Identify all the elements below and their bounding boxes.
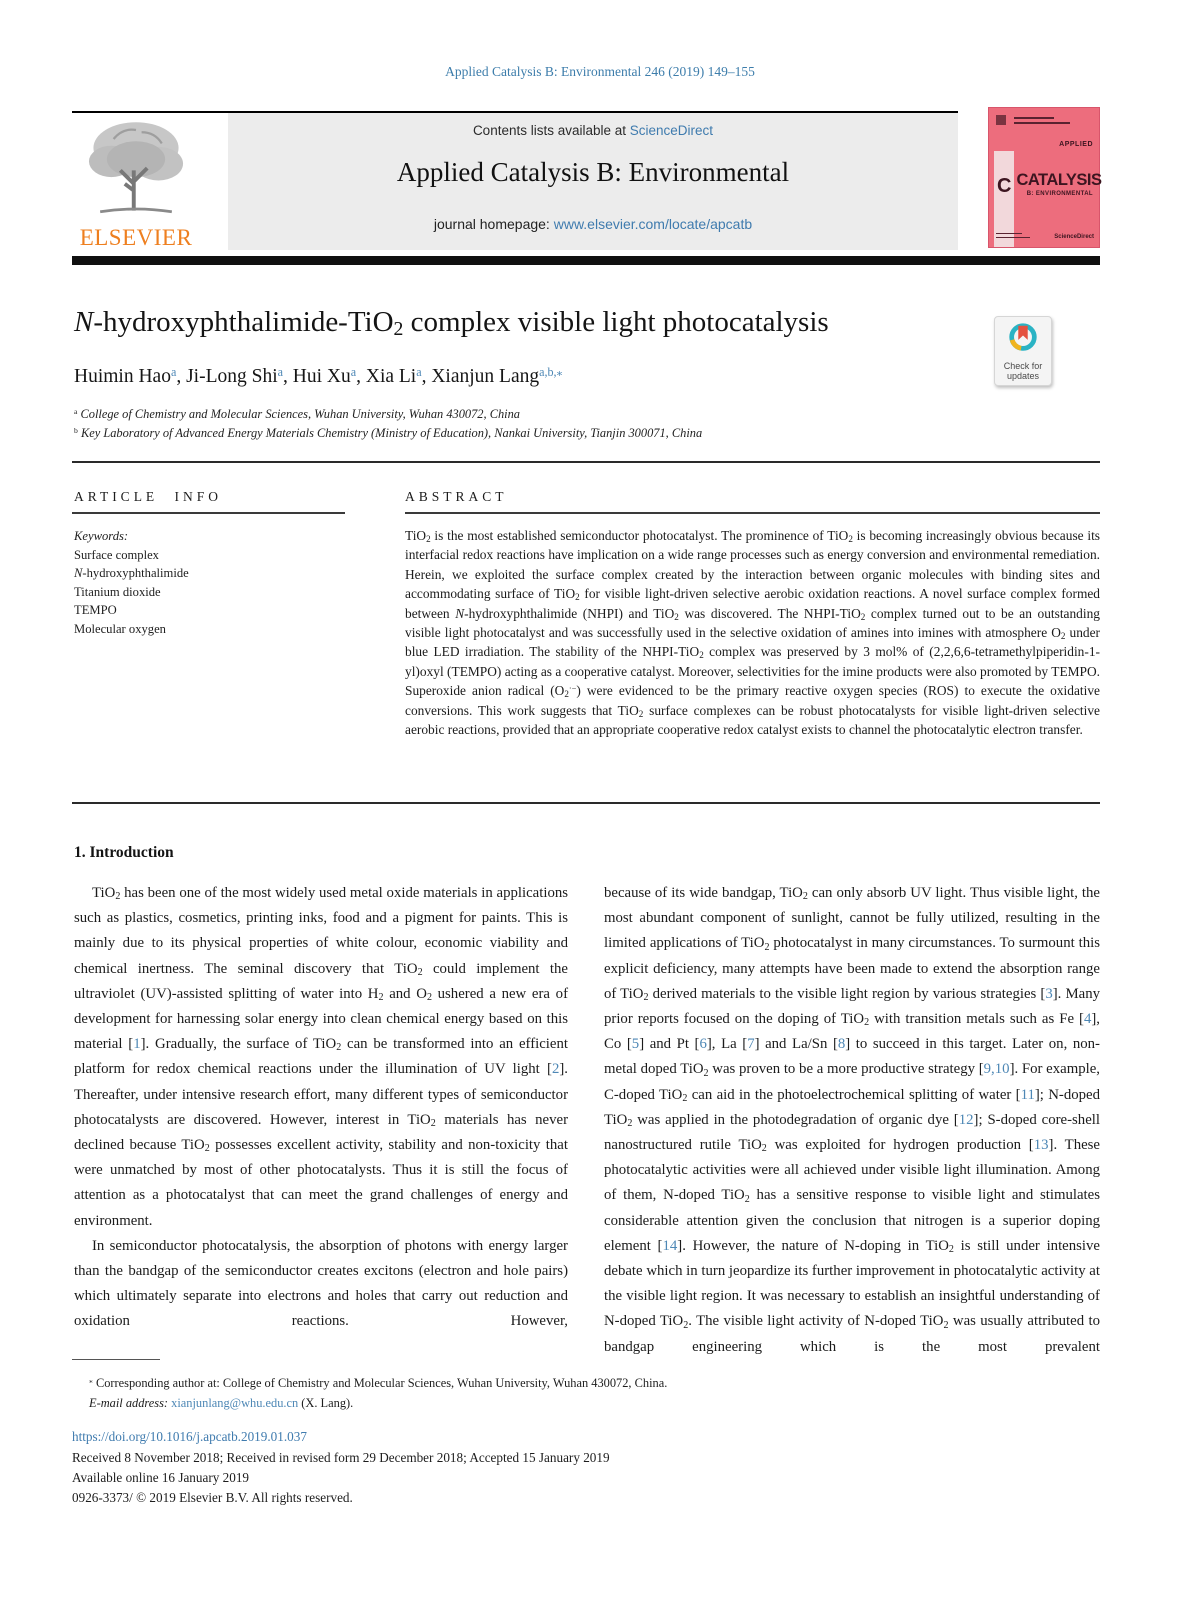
- badge-label-line2: updates: [1006, 371, 1040, 381]
- keyword-item: TEMPO: [74, 603, 117, 618]
- cover-sciencedirect-label: ScienceDirect: [1054, 234, 1094, 240]
- sciencedirect-link[interactable]: ScienceDirect: [629, 123, 714, 138]
- received-line: Received 8 November 2018; Received in revised form 29 December 2018; Accepted 15 January 2019: [72, 1450, 610, 1465]
- keywords-label: Keywords:: [74, 529, 129, 543]
- elsevier-tree-icon: [80, 116, 192, 218]
- email-line[interactable]: E-mail address: xianjunlang@whu.edu.cn (X. Lang).: [89, 1395, 354, 1410]
- intro-paragraph-1: TiO$_2$ has been one of the most widely used metal oxide materials in applications such as plastics, cosmetics, printing inks, food and a pigment for paints. This is mainly due to its physical properties of white colour, economic viability and chemical inertness. The seminal discovery that TiO$_2$ could implement the ultraviolet (UV)-assisted splitting of water into $H_2$ and $O_2$ ushered a new era of development for harnessing solar energy into clean chemical energy based on this material [1]. Gradually, the surface of TiO$_2$ can be transformed into an efficient platform for redox chemical reactions under the illumination of UV light [2]. Thereafter, under intensive research effort, many different types of semiconductor photocatalysts are discovered. However, interest in TiO$_2$ materials has never declined because TiO$_2$ possesses excellent activity, stability and non-toxicity that were unmatched by most of other photocatalysts. Thus it is still the focus of attention as a photocatalyst that can meet the grand challenges of energy and environment.: [74, 885, 568, 1229]
- footnote-block: [74, 1374, 1098, 1413]
- intro-right-column: [604, 881, 1100, 1360]
- cover-mini-logo: [996, 115, 1006, 125]
- author-list: Huimin Hao$^a$, Ji-Long Shi$^a$, Hui Xu$^a$, Xia Li$^a$, Xianjun Lang$^{a,b,⁎}$: [74, 365, 563, 387]
- article-title: N-hydroxyphthalimide-TiO$_2$ complex visible light photocatalysis: [74, 306, 829, 341]
- cover-title: CATALYSIS: [1016, 171, 1102, 189]
- check-for-updates-badge[interactable]: [994, 316, 1052, 386]
- intro-paragraph-2: In semiconductor photocatalysis, the absorption of photons with energy larger than the bandgap of the semiconductor creates excitons (electron and hole pairs) which ultimately separate into electrons and holes that carry out reduction and oxidation reactions. However,: [74, 1237, 568, 1330]
- corresponding-author-note: ⁎ Corresponding author at: College of Chemistry and Molecular Sciences, Wuhan University, Wuhan 430072, China.: [89, 1376, 668, 1390]
- cover-top-text-bar: [1014, 117, 1054, 119]
- cover-monogram: C: [994, 151, 1014, 247]
- elsevier-wordmark: ELSEVIER: [79, 225, 193, 250]
- keywords-block: [74, 527, 344, 639]
- journal-cover-thumbnail[interactable]: [988, 107, 1100, 248]
- section-rule: [72, 461, 1100, 463]
- article-info-rule: [72, 512, 345, 514]
- homepage-link[interactable]: www.elsevier.com/locate/apcatb: [553, 216, 753, 232]
- doi-link[interactable]: https://doi.org/10.1016/j.apcatb.2019.01.037: [72, 1429, 307, 1444]
- contents-prefix: Contents lists available at: [472, 123, 630, 138]
- journal-header-panel: [228, 113, 958, 250]
- badge-label-line1: Check for: [1003, 361, 1043, 371]
- keyword-item: Molecular oxygen: [74, 621, 166, 636]
- cover-top-text-bar: [1014, 122, 1070, 124]
- available-online-line: Available online 16 January 2019: [72, 1470, 250, 1485]
- crossmark-icon: [1006, 320, 1040, 356]
- journal-title: Applied Catalysis B: Environmental: [396, 157, 790, 187]
- article-info-heading: ARTICLE INFO: [74, 489, 223, 504]
- contents-line: [228, 123, 958, 138]
- keyword-item: N-hydroxyphthalimide: [74, 566, 189, 581]
- cover-bottom-text-bar: [996, 237, 1030, 239]
- introduction-heading: 1. Introduction: [74, 844, 174, 861]
- intro-left-column: [74, 881, 568, 1335]
- homepage-line: [228, 216, 958, 232]
- keyword-item: Surface complex: [74, 547, 159, 562]
- homepage-prefix: journal homepage:: [433, 216, 554, 232]
- affiliation-b: $^b$ Key Laboratory of Advanced Energy Materials Chemistry (Ministry of Education), Nankai University, Tianjin 300071, China: [74, 425, 703, 440]
- intro-paragraph-3: because of its wide bandgap, TiO$_2$ can only absorb UV light. Thus visible light, the most abundant component of sunlight, cannot be fully utilized, resulting in the limited applications of TiO$_2$ photocatalyst in many circumstances. To surmount this explicit deficiency, many attempts have been made to extend the absorption range of TiO$_2$ derived materials to the visible light region by various strategies [3]. Many prior reports focused on the doping of TiO$_2$ with transition metals such as Fe [4], Co [5] and Pt [6], La [7] and La/Sn [8] to succeed in this target. Later on, non-metal doped TiO$_2$ was proven to be a more productive strategy [9,10]. For example, C-doped TiO$_2$ can aid in the photoelectrochemical splitting of water [11]; N-doped TiO$_2$ was applied in the photodegradation of organic dye [12]; S-doped core-shell nanostructured rutile TiO$_2$ was exploited for hydrogen production [13]. These photocatalytic activities were all achieved under visible light illumination. Among of them, N-doped TiO$_2$ has a sensitive response to visible light and stimulates considerable attention given the conclusion that nitrogen is a superior doping element [14]. However, the nature of N-doping in TiO$_2$ is still under intensive debate which in turn jeopardize its further improvement in photocatalytic activity at the visible light region. It was necessary to establish an insightful understanding of N-doped TiO$_2$. The visible light activity of N-doped TiO$_2$ was usually attributed to bandgap engineering which is the most prevalent: [604, 885, 1101, 1355]
- copyright-line: 0926-3373/ © 2019 Elsevier B.V. All rights reserved.: [72, 1490, 353, 1505]
- cover-applied-label: APPLIED: [1059, 141, 1093, 148]
- footnote-divider: [72, 1359, 160, 1360]
- cover-subtitle: B: ENVIRONMENTAL: [1026, 191, 1093, 197]
- cover-bottom-text-bar: [996, 233, 1022, 235]
- abstract-heading: ABSTRACT: [405, 489, 508, 504]
- keyword-item: Titanium dioxide: [74, 584, 161, 599]
- abstract-rule: [405, 512, 1100, 514]
- elsevier-logo[interactable]: [74, 116, 198, 250]
- running-head-citation: Applied Catalysis B: Environmental 246 (2019) 149–155: [445, 64, 755, 79]
- affiliations: [74, 405, 974, 442]
- abstract-text: TiO$_2$ is the most established semiconductor photocatalyst. The prominence of TiO$_2$ is becoming increasingly obvious because its interfacial redox reactions have implication on a wide range processes such as energy conversion and environmental remediation. Herein, we exploited the surface complex created by the interaction between organic molecules with binding sites and accommodating surface of TiO$_2$ for visible light-driven selective aerobic oxidation reactions. A novel surface complex formed between N-hydroxyphthalimide (NHPI) and TiO$_2$ was discovered. The NHPI-TiO$_2$ complex turned out to be an outstanding visible light photocatalyst and was successfully used in the selective oxidation of amines into imines with atmosphere $O_2$ under blue LED irradiation. The stability of the NHPI-TiO$_2$ complex was preserved by 3 mol% of (2,2,6,6-tetramethylpiperidin-1-yl)oxyl (TEMPO) acting as a cooperative catalyst. Moreover, selectivities for the imine products were also promoted by TEMPO. Superoxide anion radical $(O_2^{\cdot-})$ were evidenced to be the primary reactive oxygen species (ROS) to execute the oxidative conversions. This work suggests that TiO$_2$ surface complexes can be robust photocatalysts for visible light-driven selective aerobic reactions, provided that an appropriate cooperative redox catalyst exists to channel the photocatalytic electron transfer.: [405, 528, 1100, 738]
- affiliation-a: $^a$ College of Chemistry and Molecular Sciences, Wuhan University, Wuhan 430072, China: [74, 407, 520, 421]
- header-separator-bar: [72, 256, 1100, 265]
- body-top-rule: [72, 802, 1100, 804]
